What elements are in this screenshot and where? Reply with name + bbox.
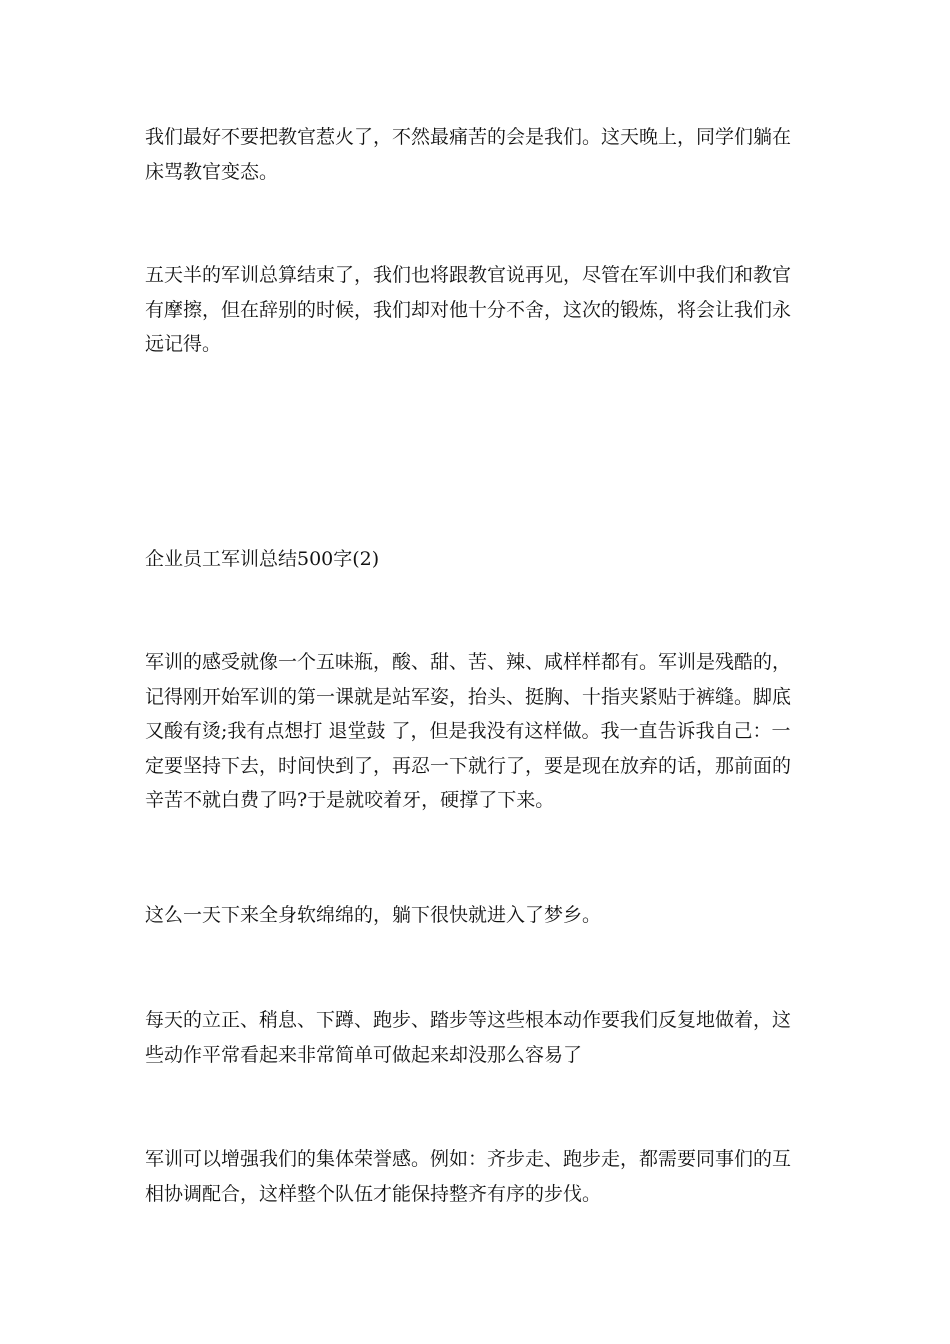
paragraph-line: 这么一天下来全身软绵绵的，躺下很快就进入了梦乡。 <box>145 904 602 926</box>
paragraph-line: 些动作平常看起来非常简单可做起来却没那么容易了 <box>145 1043 583 1066</box>
paragraph-line: 每天的立正、稍息、下蹲、跑步、踏步等这些根本动作要我们反复地做着，这 <box>145 1009 792 1031</box>
paragraph-line: 军训可以增强我们的集体荣誉感。例如：齐步走、跑步走，都需要同事们的互 <box>145 1148 792 1170</box>
paragraph-line: 定要坚持下去，时间快到了，再忍一下就行了，要是现在放弃的话，那前面的 <box>145 754 792 777</box>
paragraph-line: 我们最好不要把教官惹火了，不然最痛苦的会是我们。这天晚上，同学们躺在 <box>145 126 792 148</box>
paragraph-1 <box>145 120 810 189</box>
paragraph-4 <box>145 898 810 933</box>
paragraph-line: 相协调配合，这样整个队伍才能保持整齐有序的步伐。 <box>145 1182 602 1205</box>
section-heading-text: 企业员工军训总结500字(2) <box>145 548 380 570</box>
paragraph-line: 记得刚开始军训的第一课就是站军姿，抬头、挺胸、十指夹紧贴于裤缝。脚底 <box>145 685 792 708</box>
paragraph-5 <box>145 1003 810 1072</box>
paragraph-line: 远记得。 <box>145 333 222 355</box>
paragraph-line: 床骂教官变态。 <box>145 160 279 183</box>
paragraph-line: 辛苦不就白费了吗?于是就咬着牙，硬撑了下来。 <box>145 789 555 811</box>
section-heading <box>145 542 810 577</box>
paragraph-2 <box>145 258 810 362</box>
paragraph-line: 有摩擦，但在辞别的时候，我们却对他十分不舍，这次的锻炼，将会让我们永 <box>145 298 792 321</box>
paragraph-line: 军训的感受就像一个五味瓶，酸、甜、苦、辣、咸样样都有。军训是残酷的， <box>145 651 792 673</box>
paragraph-6 <box>145 1142 810 1211</box>
paragraph-line: 又酸有烫;我有点想打 退堂鼓 了，但是我没有这样做。我一直告诉我自己：一 <box>145 720 791 742</box>
paragraph-3 <box>145 645 810 818</box>
paragraph-line: 五天半的军训总算结束了，我们也将跟教官说再见，尽管在军训中我们和教官 <box>145 264 792 286</box>
